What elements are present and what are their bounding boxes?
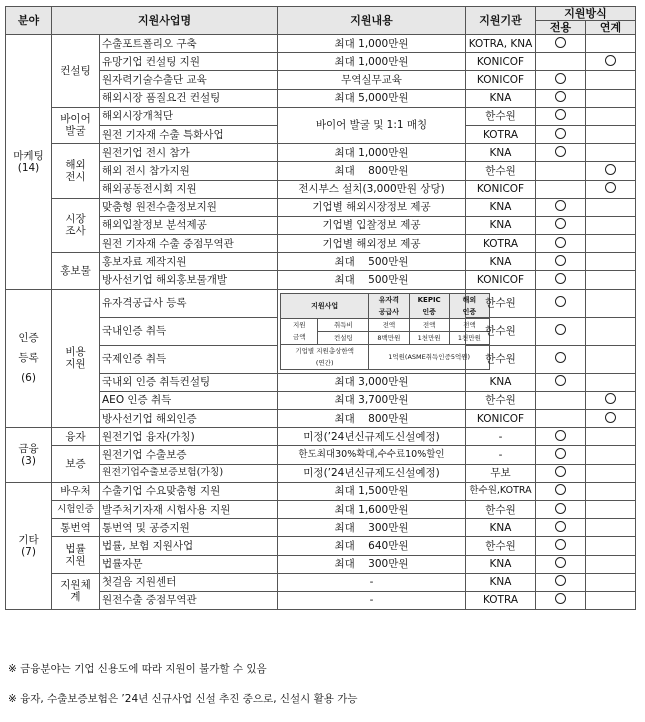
- program-content: -: [278, 573, 466, 591]
- circle-mark-icon: [555, 484, 566, 495]
- header-method: 지원방식: [536, 7, 636, 21]
- program-agency: KNA: [466, 89, 536, 107]
- program-content: 최대 3,000만원: [278, 373, 466, 391]
- circle-mark-icon: [555, 237, 566, 248]
- linked-mark: [586, 144, 636, 162]
- program-content: 최대 800만원: [278, 410, 466, 428]
- circle-mark-icon: [555, 352, 566, 363]
- table-row: [6, 410, 636, 428]
- footnotes: [8, 662, 358, 722]
- cert-support-detail: [278, 289, 481, 373]
- program-content: 최대 3,700만원: [278, 391, 466, 409]
- linked-mark: [586, 410, 636, 428]
- program-content: 최대 500만원: [278, 271, 466, 289]
- subcategory-voucher: 바우처: [52, 482, 100, 500]
- category-finance: [6, 428, 52, 483]
- footnote: ※ 융자, 수출보증보험은 ’24년 신규사업 신설 추진 중으로, 신설시 활용 가능: [8, 693, 358, 705]
- table-row: [6, 573, 636, 591]
- dedicated-mark: [536, 53, 586, 71]
- linked-mark: [586, 373, 636, 391]
- program-agency: 무보: [466, 464, 536, 482]
- program-agency: KNA: [466, 373, 536, 391]
- dedicated-mark: [536, 446, 586, 464]
- mini-header: 지원사업: [281, 293, 369, 318]
- linked-mark: [586, 53, 636, 71]
- linked-mark: [586, 71, 636, 89]
- subcategory-consulting: 컨설팅: [52, 35, 100, 108]
- dedicated-mark: [536, 573, 586, 591]
- subcategory-research: 시장 조사: [52, 198, 100, 253]
- linked-mark: [586, 482, 636, 500]
- program-content: 최대 1,000만원: [278, 53, 466, 71]
- dedicated-mark: [536, 345, 586, 373]
- table-row: [6, 482, 636, 500]
- footnote: ※ 금융분야는 기업 신용도에 따라 지원이 불가할 수 있음: [8, 663, 267, 675]
- linked-mark: [586, 107, 636, 125]
- dedicated-mark: [536, 537, 586, 555]
- mini-cell: 전액: [449, 318, 489, 331]
- dedicated-mark: [536, 410, 586, 428]
- category-label: 인증: [18, 332, 39, 345]
- subcategory-support-sys: 지원체 계: [52, 573, 100, 609]
- table-row: [6, 162, 636, 180]
- table-row: [6, 53, 636, 71]
- circle-mark-icon: [555, 539, 566, 550]
- program-name: 첫걸음 지원센터: [100, 573, 278, 591]
- linked-mark: [586, 537, 636, 555]
- linked-mark: [586, 446, 636, 464]
- program-name: 원전수출 중점무역관: [100, 591, 278, 609]
- category-count: (14): [17, 161, 40, 174]
- program-agency: -: [466, 446, 536, 464]
- program-agency: KNA: [466, 519, 536, 537]
- program-content: 한도최대30%확대,수수료10%할인: [278, 446, 466, 464]
- program-content: 바이어 발굴 및 1:1 매칭: [278, 107, 466, 143]
- table-row: [6, 71, 636, 89]
- mini-cell: 8백만원: [369, 331, 409, 344]
- program-content: -: [278, 591, 466, 609]
- program-name: 해외시장 품질요건 컨설팅: [100, 89, 278, 107]
- subcategory-legal: 법률 지원: [52, 537, 100, 573]
- linked-mark: [586, 573, 636, 591]
- category-etc: [6, 482, 52, 609]
- mini-cell: 전액: [409, 318, 449, 331]
- dedicated-mark: [536, 71, 586, 89]
- program-content: 무역실무교육: [278, 71, 466, 89]
- linked-mark: [586, 198, 636, 216]
- table-row: [6, 89, 636, 107]
- table-row: [6, 428, 636, 446]
- program-name: 법률자문: [100, 555, 278, 573]
- program-agency: KONICOF: [466, 271, 536, 289]
- program-name: 원전 기자재 수출 중점무역관: [100, 235, 278, 253]
- table-row: [6, 144, 636, 162]
- program-agency: 한수원: [466, 162, 536, 180]
- linked-mark: [586, 500, 636, 518]
- circle-mark-icon: [555, 324, 566, 335]
- dedicated-mark: [536, 216, 586, 234]
- program-name: 원전기업수출보증보험(가칭): [100, 464, 278, 482]
- program-content: 기업별 해외시장정보 제공: [278, 198, 466, 216]
- table-row: [6, 235, 636, 253]
- dedicated-mark: [536, 89, 586, 107]
- program-name: 수출포트폴리오 구축: [100, 35, 278, 53]
- mini-cell: 취득비: [318, 318, 369, 331]
- program-content: 최대 800만원: [278, 162, 466, 180]
- linked-mark: [586, 253, 636, 271]
- dedicated-mark: [536, 35, 586, 53]
- program-name: 통번역 및 공증지원: [100, 519, 278, 537]
- program-agency: KNA: [466, 573, 536, 591]
- program-agency: KOTRA: [466, 591, 536, 609]
- circle-mark-icon: [555, 73, 566, 84]
- dedicated-mark: [536, 373, 586, 391]
- circle-mark-icon: [555, 128, 566, 139]
- table-row: [6, 198, 636, 216]
- circle-mark-icon: [555, 255, 566, 266]
- table-row: [6, 35, 636, 53]
- circle-mark-icon: [555, 521, 566, 532]
- program-name: 법률, 보험 지원사업: [100, 537, 278, 555]
- mini-cell: 전액: [369, 318, 409, 331]
- dedicated-mark: [536, 235, 586, 253]
- category-count: (3): [21, 454, 36, 467]
- program-name: AEO 인증 취득: [100, 391, 278, 409]
- program-agency: KONICOF: [466, 53, 536, 71]
- circle-mark-icon: [555, 448, 566, 459]
- table-row: [6, 107, 636, 125]
- circle-mark-icon: [555, 466, 566, 477]
- program-agency: 한수원: [466, 317, 536, 345]
- table-row: [6, 391, 636, 409]
- program-name: 국제인증 취득: [100, 345, 278, 373]
- linked-mark: [586, 89, 636, 107]
- program-name: 방사선기업 해외홍보물개발: [100, 271, 278, 289]
- table-row: [6, 537, 636, 555]
- program-agency: KOTRA, KNA: [466, 35, 536, 53]
- program-agency: KNA: [466, 144, 536, 162]
- circle-mark-icon: [555, 375, 566, 386]
- program-content: 최대 1,000만원: [278, 144, 466, 162]
- circle-mark-icon: [605, 55, 616, 66]
- program-agency: KONICOF: [466, 410, 536, 428]
- dedicated-mark: [536, 555, 586, 573]
- header-linked: 연계: [586, 21, 636, 35]
- table-row: [6, 446, 636, 464]
- program-content: 최대 1,600만원: [278, 500, 466, 518]
- program-content: 전시부스 설치(3,000만원 상당): [278, 180, 466, 198]
- program-name: 원전기업 수출보증: [100, 446, 278, 464]
- category-label: 마케팅: [13, 149, 44, 162]
- linked-mark: [586, 216, 636, 234]
- program-content: 최대 1,500만원: [278, 482, 466, 500]
- category-label: 금융: [18, 442, 39, 455]
- dedicated-mark: [536, 271, 586, 289]
- program-content: 최대 300만원: [278, 519, 466, 537]
- linked-mark: [586, 428, 636, 446]
- mini-cell: 1억원(ASME취득인증5억원): [369, 344, 490, 369]
- table-row: [6, 373, 636, 391]
- circle-mark-icon: [555, 503, 566, 514]
- category-count: (6): [21, 372, 36, 385]
- circle-mark-icon: [555, 575, 566, 586]
- circle-mark-icon: [605, 412, 616, 423]
- circle-mark-icon: [555, 218, 566, 229]
- dedicated-mark: [536, 125, 586, 143]
- program-name: 원자력기술수출단 교육: [100, 71, 278, 89]
- program-content: 미정(’24년신규제도신설예정): [278, 464, 466, 482]
- dedicated-mark: [536, 317, 586, 345]
- table-row: [6, 500, 636, 518]
- linked-mark: [586, 35, 636, 53]
- circle-mark-icon: [555, 91, 566, 102]
- program-name: 유망기업 컨설팅 지원: [100, 53, 278, 71]
- mini-header: KEPIC 인증: [409, 293, 449, 318]
- dedicated-mark: [536, 253, 586, 271]
- subcategory-translate: 통번역: [52, 519, 100, 537]
- circle-mark-icon: [605, 393, 616, 404]
- program-content: 최대 1,000만원: [278, 35, 466, 53]
- program-agency: KONICOF: [466, 71, 536, 89]
- program-name: 국내외 인증 취득컨설팅: [100, 373, 278, 391]
- dedicated-mark: [536, 591, 586, 609]
- dedicated-mark: [536, 391, 586, 409]
- program-content: 최대 500만원: [278, 253, 466, 271]
- linked-mark: [586, 464, 636, 482]
- subcategory-buyer: 바이어 발굴: [52, 107, 100, 143]
- table-row: [6, 289, 636, 317]
- program-name: 해외입찰정보 분석제공: [100, 216, 278, 234]
- linked-mark: [586, 235, 636, 253]
- linked-mark: [586, 555, 636, 573]
- program-name: 국내인증 취득: [100, 317, 278, 345]
- cert-support-mini-table: [280, 293, 490, 370]
- program-name: 해외 전시 참가지원: [100, 162, 278, 180]
- linked-mark: [586, 180, 636, 198]
- program-content: 기업별 해외정보 제공: [278, 235, 466, 253]
- dedicated-mark: [536, 428, 586, 446]
- linked-mark: [586, 271, 636, 289]
- header-content: 지원내용: [278, 7, 466, 35]
- program-name: 해외공동전시회 지원: [100, 180, 278, 198]
- circle-mark-icon: [605, 164, 616, 175]
- table-row: [6, 591, 636, 609]
- category-count: (7): [21, 545, 36, 558]
- program-content: 미정(’24년신규제도신설예정): [278, 428, 466, 446]
- subcategory-exhibit: 해외 전시: [52, 144, 100, 199]
- program-agency: 한수원: [466, 345, 536, 373]
- linked-mark: [586, 125, 636, 143]
- linked-mark: [586, 391, 636, 409]
- program-agency: KOTRA: [466, 235, 536, 253]
- circle-mark-icon: [555, 430, 566, 441]
- dedicated-mark: [536, 180, 586, 198]
- program-name: 방사선기업 해외인증: [100, 410, 278, 428]
- program-agency: 한수원: [466, 500, 536, 518]
- mini-cell: 1천만원: [409, 331, 449, 344]
- table-row: [6, 253, 636, 271]
- circle-mark-icon: [555, 296, 566, 307]
- circle-mark-icon: [555, 593, 566, 604]
- table-body: [6, 35, 636, 610]
- linked-mark: [586, 317, 636, 345]
- program-name: 발주처기자재 시험사용 지원: [100, 500, 278, 518]
- mini-cell: 기업별 지원총상한액 (연간): [281, 344, 369, 369]
- circle-mark-icon: [555, 200, 566, 211]
- program-content: 최대 640만원: [278, 537, 466, 555]
- program-agency: KNA: [466, 253, 536, 271]
- dedicated-mark: [536, 144, 586, 162]
- linked-mark: [586, 591, 636, 609]
- program-name: 해외시장개척단: [100, 107, 278, 125]
- mini-cell: 1천만원: [449, 331, 489, 344]
- program-name: 원전기업 전시 참가: [100, 144, 278, 162]
- mini-header: 해외 인증: [449, 293, 489, 318]
- program-agency: KNA: [466, 555, 536, 573]
- program-name: 맞춤형 원전수출정보지원: [100, 198, 278, 216]
- linked-mark: [586, 519, 636, 537]
- table-row: [6, 271, 636, 289]
- table-row: [6, 519, 636, 537]
- dedicated-mark: [536, 464, 586, 482]
- dedicated-mark: [536, 519, 586, 537]
- table-row: [6, 216, 636, 234]
- dedicated-mark: [536, 107, 586, 125]
- table-row: [6, 464, 636, 482]
- dedicated-mark: [536, 198, 586, 216]
- program-agency: -: [466, 428, 536, 446]
- circle-mark-icon: [605, 182, 616, 193]
- program-agency: KNA: [466, 216, 536, 234]
- subcategory-promo: 홍보물: [52, 253, 100, 289]
- dedicated-mark: [536, 482, 586, 500]
- program-agency: 한수원,KOTRA: [466, 482, 536, 500]
- header-agency: 지원기관: [466, 7, 536, 35]
- linked-mark: [586, 289, 636, 317]
- mini-header: 유자격 공급사: [369, 293, 409, 318]
- subcategory-insurance: 보증: [52, 446, 100, 482]
- table-row: [6, 555, 636, 573]
- mini-cell: 지원 금액: [281, 318, 318, 344]
- circle-mark-icon: [555, 273, 566, 284]
- program-agency: 한수원: [466, 289, 536, 317]
- program-name: 홍보자료 제작지원: [100, 253, 278, 271]
- support-program-table: [5, 6, 636, 610]
- subcategory-loan: 융자: [52, 428, 100, 446]
- header-field: 분야: [6, 7, 52, 35]
- program-name: 유자격공급사 등록: [100, 289, 278, 317]
- dedicated-mark: [536, 162, 586, 180]
- program-agency: KNA: [466, 198, 536, 216]
- subcategory-test: 시험인증: [52, 500, 100, 518]
- linked-mark: [586, 162, 636, 180]
- subcategory-cert-support: 비용 지원: [52, 289, 100, 428]
- category-cert: [6, 289, 52, 428]
- program-agency: 한수원: [466, 391, 536, 409]
- header-program: 지원사업명: [52, 7, 278, 35]
- program-content: 최대 5,000만원: [278, 89, 466, 107]
- program-agency: KOTRA: [466, 125, 536, 143]
- dedicated-mark: [536, 500, 586, 518]
- program-name: 원전기업 융자(가칭): [100, 428, 278, 446]
- category-marketing: [6, 35, 52, 290]
- program-name: 원전 기자재 수출 특화사업: [100, 125, 278, 143]
- circle-mark-icon: [555, 146, 566, 157]
- linked-mark: [586, 345, 636, 373]
- program-content: 최대 300만원: [278, 555, 466, 573]
- program-name: 수출기업 수요맞춤형 지원: [100, 482, 278, 500]
- program-content: 기업별 입찰정보 제공: [278, 216, 466, 234]
- category-label: 기타: [18, 533, 39, 546]
- program-agency: 한수원: [466, 107, 536, 125]
- circle-mark-icon: [555, 109, 566, 120]
- mini-cell: 컨설팅: [318, 331, 369, 344]
- circle-mark-icon: [555, 557, 566, 568]
- dedicated-mark: [536, 289, 586, 317]
- table-row: [6, 180, 636, 198]
- program-agency: KONICOF: [466, 180, 536, 198]
- circle-mark-icon: [555, 37, 566, 48]
- header-dedicated: 전용: [536, 21, 586, 35]
- category-label-2: 등록: [18, 352, 39, 365]
- program-agency: 한수원: [466, 537, 536, 555]
